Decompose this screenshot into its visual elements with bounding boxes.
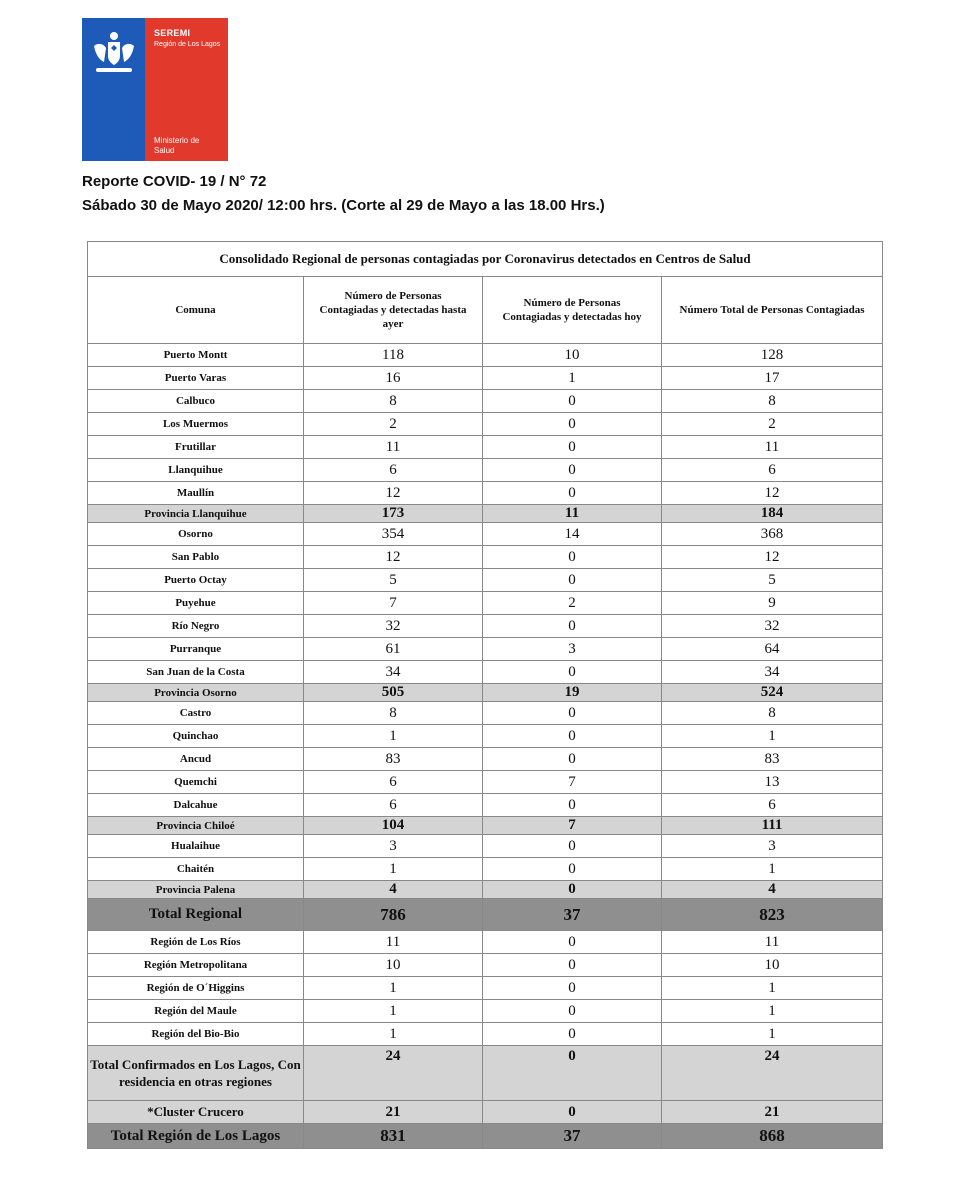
cell-prev: 1 [304, 1000, 483, 1023]
table-row [88, 1101, 883, 1124]
cell-today: 0 [483, 482, 662, 505]
cell-total: 823 [662, 899, 883, 931]
table-row [88, 367, 883, 390]
cell-total: 6 [662, 459, 883, 482]
cell-name: Frutillar [88, 436, 304, 459]
table-row [88, 1046, 883, 1101]
cell-today: 0 [483, 748, 662, 771]
logo-ministry-line1: Ministerio de [154, 136, 200, 145]
table-row [88, 436, 883, 459]
cell-total: 11 [662, 436, 883, 459]
cell-prev: 5 [304, 569, 483, 592]
table-header-row [88, 277, 883, 344]
cell-prev: 118 [304, 344, 483, 367]
cell-prev: 61 [304, 638, 483, 661]
cell-today: 7 [483, 817, 662, 835]
logo-blue-panel [82, 18, 145, 161]
cell-today: 3 [483, 638, 662, 661]
cell-name: Ancud [88, 748, 304, 771]
cell-name: Quinchao [88, 725, 304, 748]
cell-name: Región Metropolitana [88, 954, 304, 977]
table-row [88, 977, 883, 1000]
cell-prev: 11 [304, 436, 483, 459]
cell-name: Provincia Chiloé [88, 817, 304, 835]
cell-name: Total Región de Los Lagos [88, 1124, 304, 1149]
cell-today: 0 [483, 931, 662, 954]
cell-today: 0 [483, 569, 662, 592]
table-row [88, 881, 883, 899]
cell-total: 9 [662, 592, 883, 615]
table-row [88, 413, 883, 436]
cell-total: 1 [662, 858, 883, 881]
cell-total: 1 [662, 1000, 883, 1023]
cell-today: 0 [483, 413, 662, 436]
cell-prev: 6 [304, 771, 483, 794]
cell-name: Provincia Osorno [88, 684, 304, 702]
cell-name: *Cluster Crucero [88, 1101, 304, 1124]
cell-prev: 1 [304, 977, 483, 1000]
cell-today: 0 [483, 1000, 662, 1023]
cell-total: 10 [662, 954, 883, 977]
coat-of-arms-icon [88, 26, 140, 76]
cell-today: 10 [483, 344, 662, 367]
cell-today: 0 [483, 436, 662, 459]
cell-prev: 6 [304, 794, 483, 817]
cell-name: Dalcahue [88, 794, 304, 817]
table-row [88, 592, 883, 615]
cell-today: 0 [483, 835, 662, 858]
table-row [88, 954, 883, 977]
header-prev: Número de Personas Contagiadas y detectadas hasta ayer [304, 277, 483, 344]
cell-today: 1 [483, 367, 662, 390]
table-row [88, 546, 883, 569]
table-row [88, 835, 883, 858]
table-row [88, 702, 883, 725]
cell-name: Llanquihue [88, 459, 304, 482]
cell-prev: 11 [304, 931, 483, 954]
cell-today: 0 [483, 1023, 662, 1046]
cell-today: 0 [483, 1046, 662, 1101]
cell-name: Quemchi [88, 771, 304, 794]
cell-total: 111 [662, 817, 883, 835]
table-row [88, 505, 883, 523]
cell-total: 64 [662, 638, 883, 661]
cell-name: Provincia Palena [88, 881, 304, 899]
cell-today: 0 [483, 881, 662, 899]
cell-today: 0 [483, 390, 662, 413]
cell-prev: 4 [304, 881, 483, 899]
cell-prev: 3 [304, 835, 483, 858]
table-row [88, 794, 883, 817]
report-date-line: Sábado 30 de Mayo 2020/ 12:00 hrs. (Corte al 29 de Mayo a las 18.00 Hrs.) [82, 197, 605, 214]
cell-total: 32 [662, 615, 883, 638]
logo-subtitle: Región de Los Lagos [154, 41, 221, 48]
header-total: Número Total de Personas Contagiadas [662, 277, 883, 344]
cell-name: Puerto Montt [88, 344, 304, 367]
cell-today: 0 [483, 1101, 662, 1124]
cell-name: Puerto Varas [88, 367, 304, 390]
cell-total: 1 [662, 725, 883, 748]
cell-name: Hualaihue [88, 835, 304, 858]
cell-name: San Juan de la Costa [88, 661, 304, 684]
cell-total: 8 [662, 702, 883, 725]
cell-total: 524 [662, 684, 883, 702]
cell-name: Chaitén [88, 858, 304, 881]
cell-prev: 6 [304, 459, 483, 482]
cell-name: Maullín [88, 482, 304, 505]
cell-today: 19 [483, 684, 662, 702]
cell-today: 11 [483, 505, 662, 523]
cell-name: Provincia Llanquihue [88, 505, 304, 523]
cell-total: 12 [662, 546, 883, 569]
table-row [88, 390, 883, 413]
table-row [88, 1023, 883, 1046]
table-row [88, 661, 883, 684]
cell-name: Región del Maule [88, 1000, 304, 1023]
cell-total: 11 [662, 931, 883, 954]
cell-prev: 34 [304, 661, 483, 684]
cell-prev: 1 [304, 858, 483, 881]
table-row [88, 931, 883, 954]
cell-prev: 1 [304, 725, 483, 748]
cell-name: Los Muermos [88, 413, 304, 436]
cell-prev: 1 [304, 1023, 483, 1046]
cell-total: 34 [662, 661, 883, 684]
cell-name: Total Confirmados en Los Lagos, Con residencia en otras regiones [88, 1046, 304, 1101]
cell-total: 1 [662, 977, 883, 1000]
cell-today: 0 [483, 858, 662, 881]
cell-name: Región del Bio-Bio [88, 1023, 304, 1046]
cell-prev: 16 [304, 367, 483, 390]
cell-name: San Pablo [88, 546, 304, 569]
cell-total: 5 [662, 569, 883, 592]
cell-total: 12 [662, 482, 883, 505]
table-row [88, 344, 883, 367]
table-title: Consolidado Regional de personas contagiadas por Coronavirus detectados en Centros de Salud [88, 242, 883, 277]
seremi-logo [82, 18, 228, 161]
cell-prev: 10 [304, 954, 483, 977]
cell-name: Río Negro [88, 615, 304, 638]
cell-name: Osorno [88, 523, 304, 546]
cell-total: 24 [662, 1046, 883, 1101]
table-row [88, 523, 883, 546]
cell-name: Puerto Octay [88, 569, 304, 592]
cell-prev: 12 [304, 546, 483, 569]
cell-total: 868 [662, 1124, 883, 1149]
table-title-row [88, 242, 883, 277]
table-row [88, 459, 883, 482]
cell-total: 83 [662, 748, 883, 771]
header-today: Número de Personas Contagiadas y detectadas hoy [483, 277, 662, 344]
cell-today: 0 [483, 954, 662, 977]
cell-today: 0 [483, 794, 662, 817]
report-title: Reporte COVID- 19 / N° 72 [82, 173, 267, 190]
cell-prev: 32 [304, 615, 483, 638]
cell-prev: 831 [304, 1124, 483, 1149]
cell-total: 17 [662, 367, 883, 390]
table-row [88, 482, 883, 505]
table-row [88, 858, 883, 881]
cell-today: 7 [483, 771, 662, 794]
table-row [88, 899, 883, 931]
cell-prev: 104 [304, 817, 483, 835]
cell-total: 368 [662, 523, 883, 546]
cell-today: 14 [483, 523, 662, 546]
table-row [88, 684, 883, 702]
cell-prev: 7 [304, 592, 483, 615]
covid-cases-table [87, 241, 883, 1149]
header-comuna: Comuna [88, 277, 304, 344]
cell-today: 0 [483, 546, 662, 569]
cell-prev: 12 [304, 482, 483, 505]
table-row [88, 817, 883, 835]
cell-prev: 21 [304, 1101, 483, 1124]
cell-total: 21 [662, 1101, 883, 1124]
cell-today: 0 [483, 977, 662, 1000]
cell-today: 0 [483, 661, 662, 684]
cell-total: 13 [662, 771, 883, 794]
logo-title: SEREMI [154, 28, 191, 38]
cell-total: 3 [662, 835, 883, 858]
cell-total: 4 [662, 881, 883, 899]
cell-today: 0 [483, 702, 662, 725]
cell-prev: 8 [304, 390, 483, 413]
cell-today: 0 [483, 615, 662, 638]
table-row [88, 725, 883, 748]
cell-prev: 354 [304, 523, 483, 546]
cell-today: 37 [483, 1124, 662, 1149]
table-row [88, 569, 883, 592]
cell-prev: 505 [304, 684, 483, 702]
table-row [88, 1124, 883, 1149]
cell-today: 37 [483, 899, 662, 931]
cell-prev: 83 [304, 748, 483, 771]
logo-ministry-line2: Salud [154, 146, 175, 155]
cell-today: 0 [483, 459, 662, 482]
cell-total: 2 [662, 413, 883, 436]
cell-prev: 786 [304, 899, 483, 931]
table-row [88, 1000, 883, 1023]
cell-total: 184 [662, 505, 883, 523]
cell-name: Puyehue [88, 592, 304, 615]
cell-total: 1 [662, 1023, 883, 1046]
cell-name: Calbuco [88, 390, 304, 413]
cell-prev: 2 [304, 413, 483, 436]
cell-name: Región de Los Ríos [88, 931, 304, 954]
table-row [88, 615, 883, 638]
cell-name: Total Regional [88, 899, 304, 931]
table-row [88, 748, 883, 771]
table-row [88, 771, 883, 794]
cell-name: Purranque [88, 638, 304, 661]
cell-today: 0 [483, 725, 662, 748]
cell-prev: 173 [304, 505, 483, 523]
cell-total: 6 [662, 794, 883, 817]
table-row [88, 638, 883, 661]
cell-total: 8 [662, 390, 883, 413]
cell-prev: 24 [304, 1046, 483, 1101]
cell-total: 128 [662, 344, 883, 367]
cell-today: 2 [483, 592, 662, 615]
logo-ministry [154, 136, 199, 156]
cell-prev: 8 [304, 702, 483, 725]
cell-name: Castro [88, 702, 304, 725]
cell-name: Región de O´Higgins [88, 977, 304, 1000]
